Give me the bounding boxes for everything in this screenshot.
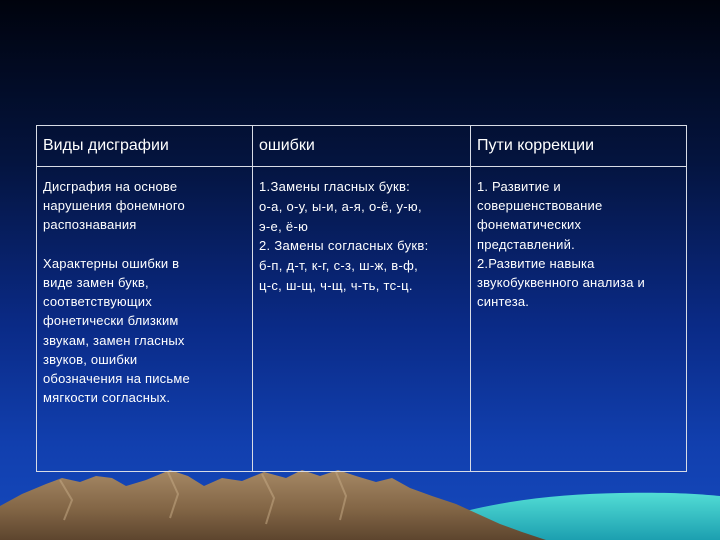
text-line: представлений. (477, 236, 575, 252)
table-header-row (37, 126, 687, 167)
text-line: ц-с, ш-щ, ч-щ, ч-ть, тс-ц. (259, 277, 413, 293)
text-line: звукобуквенного анализа и (477, 275, 645, 291)
header-cell-errors: ошибки (253, 126, 471, 167)
cell-dysgraphia-type (37, 167, 253, 472)
text-line: обозначения на письме (43, 371, 190, 387)
mountain-range (0, 470, 546, 540)
text-line: звукам, замен гласных (43, 332, 185, 348)
text-line: виде замен букв, (43, 274, 149, 290)
text-line: о-а, о-у, ы-и, а-я, о-ё, у-ю, (259, 198, 422, 214)
text-line: синтеза. (477, 294, 530, 310)
text-line: мягкости согласных. (43, 390, 171, 406)
text-line: э-е, ё-ю (259, 218, 309, 234)
text-line: Дисграфия на основе (43, 179, 178, 194)
table-row (37, 167, 687, 472)
correction-list (477, 177, 680, 312)
text-line: совершенствование (477, 198, 603, 214)
text-line: 2.Развитие навыка (477, 255, 595, 271)
cell-correction (471, 167, 687, 472)
type-description (43, 177, 246, 235)
text-line: соответствующих (43, 294, 152, 310)
text-line: 2. Замены согласных букв: (259, 238, 429, 254)
header-cell-types: Виды дисграфии (37, 126, 253, 167)
text-line: нарушения фонемного (43, 198, 185, 214)
text-line: звуков, ошибки (43, 351, 138, 367)
text-line: 1.Замены гласных букв: (259, 179, 411, 194)
header-cell-correction: Пути коррекции (471, 126, 687, 167)
text-line: Характерны ошибки в (43, 255, 180, 271)
cell-errors (253, 167, 471, 472)
text-line: фонематических (477, 217, 582, 233)
comparison-table (36, 125, 687, 472)
text-line: б-п, д-т, к-г, с-з, ш-ж, в-ф, (259, 258, 419, 273)
type-characteristics (43, 254, 246, 408)
errors-list (259, 177, 464, 296)
text-line: 1. Развитие и (477, 179, 561, 194)
text-line: распознавания (43, 217, 137, 233)
text-line: фонетически близким (43, 313, 179, 329)
